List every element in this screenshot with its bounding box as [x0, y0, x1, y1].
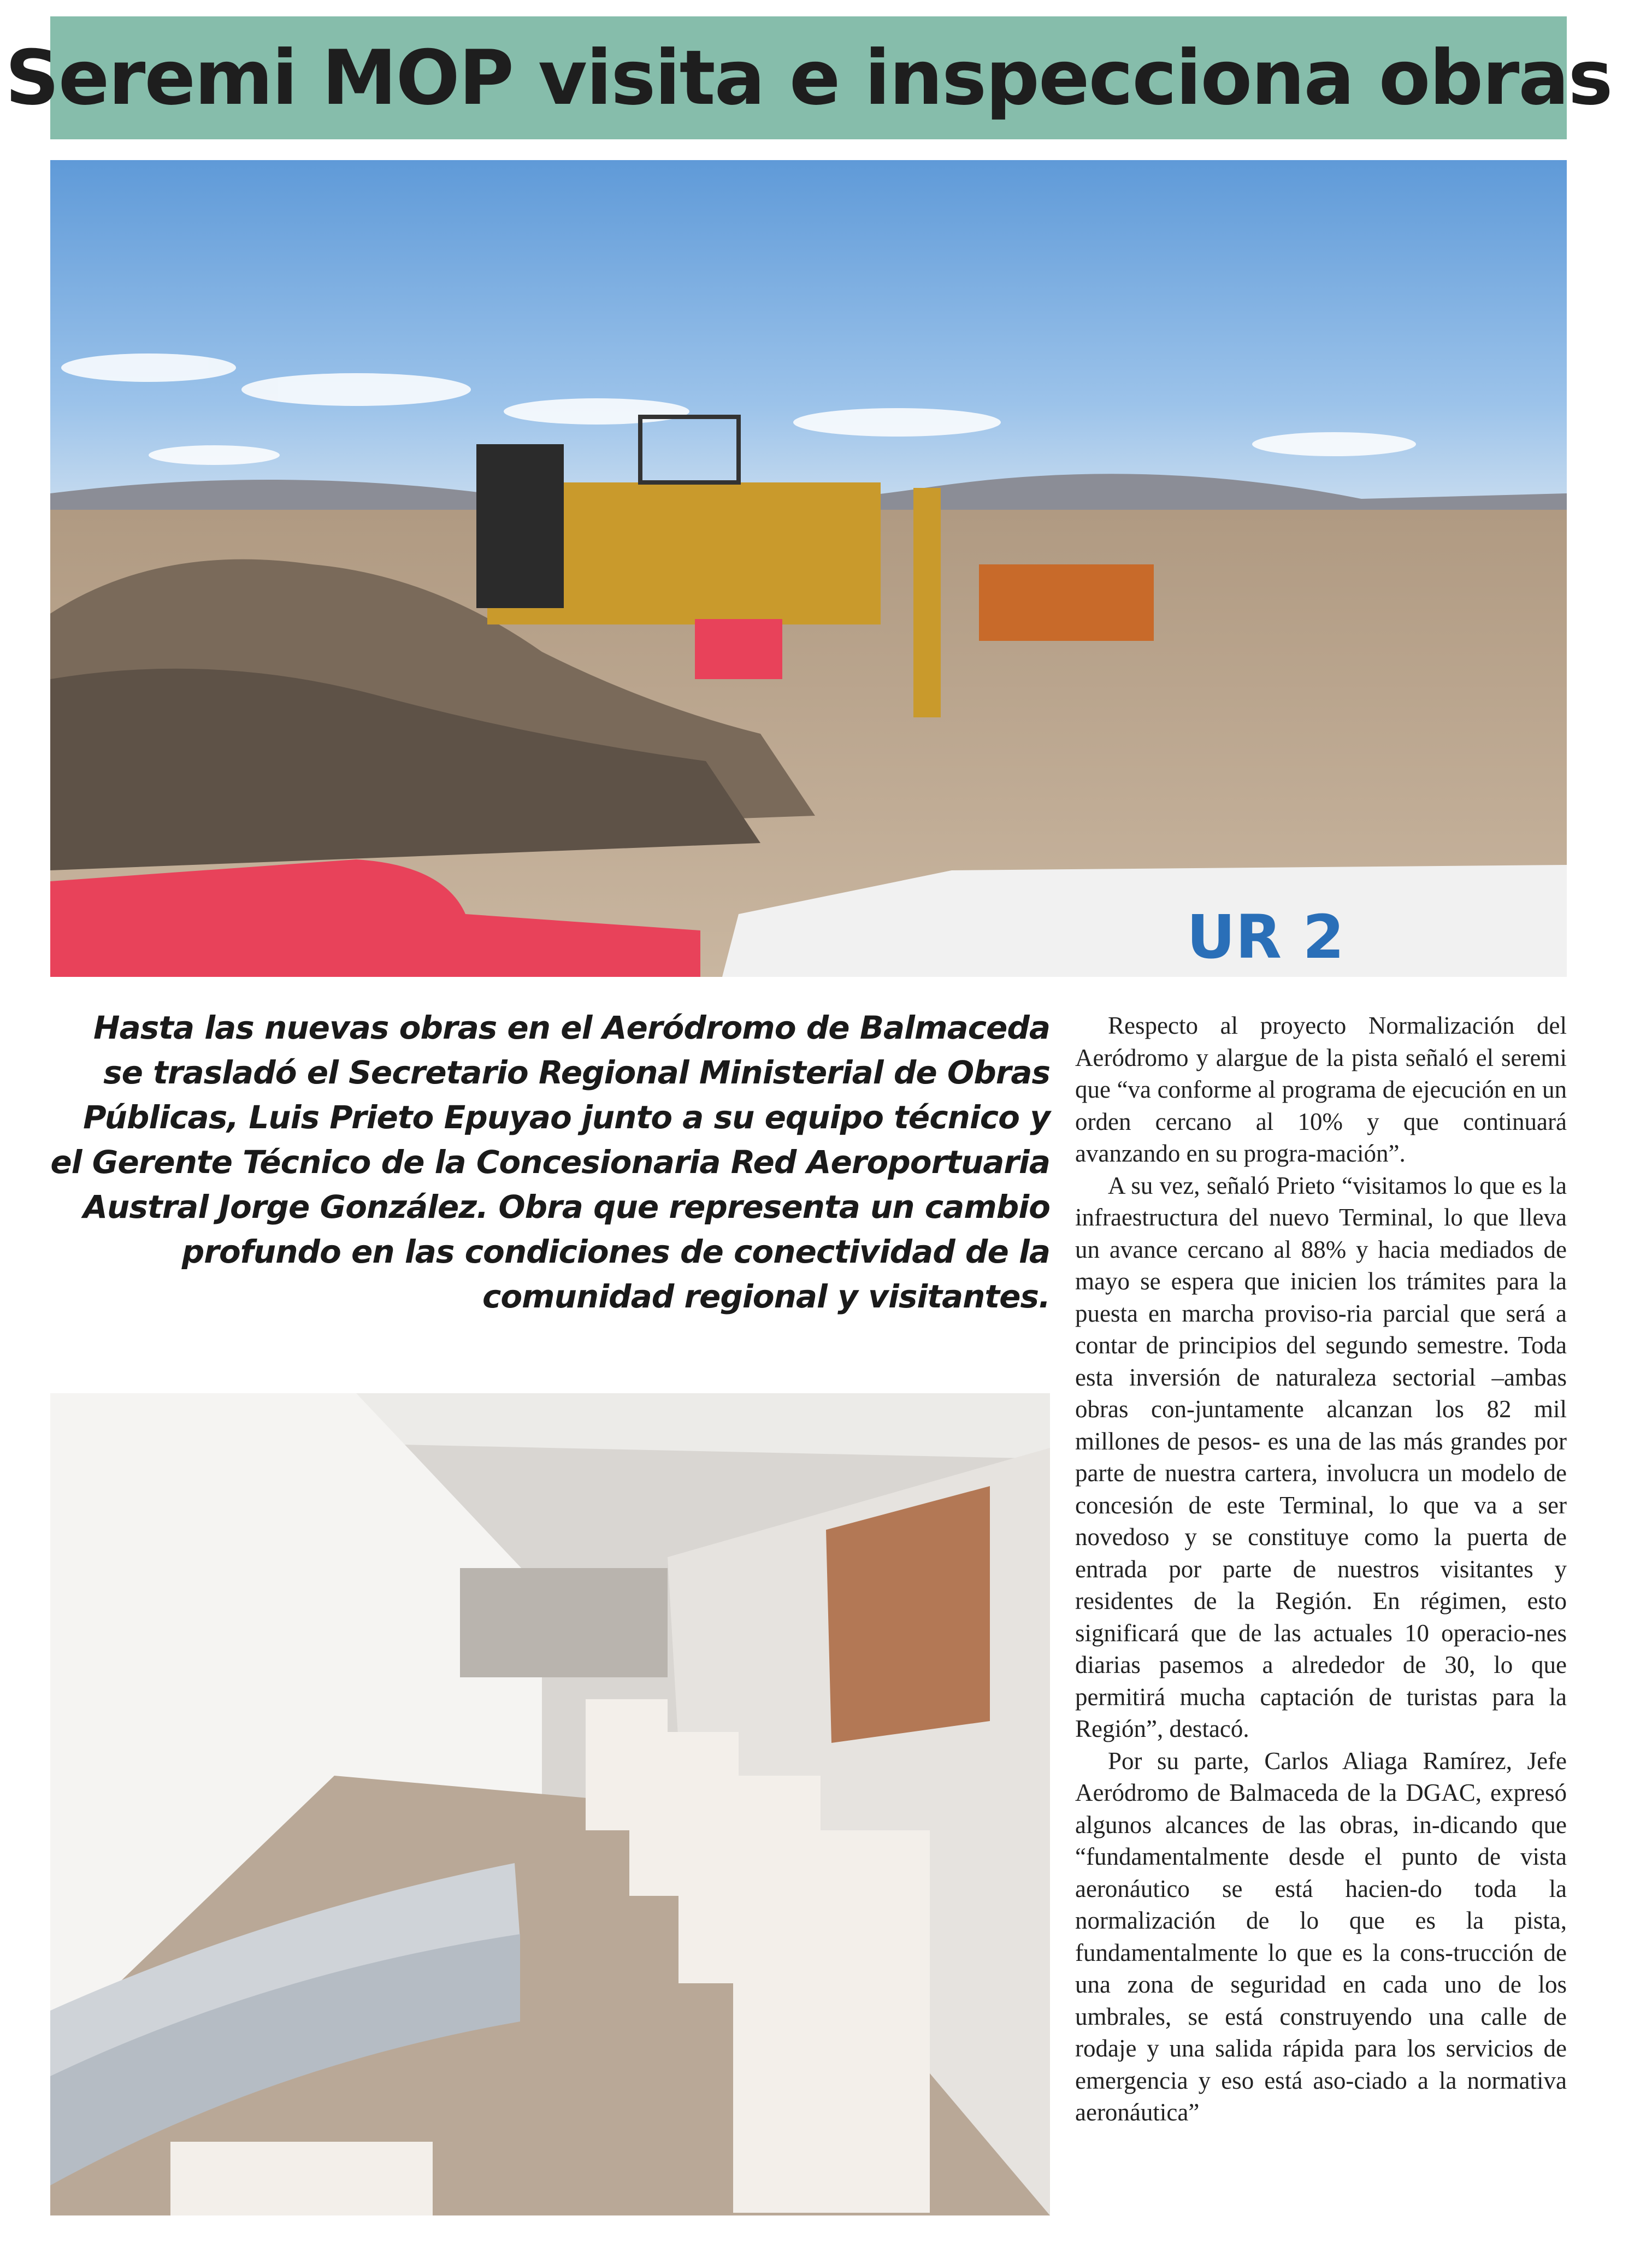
lead-paragraph: Hasta las nuevas obras en el Aeródromo de Balmaceda se trasladó el Secretario Regional Ministerial de Obras Públicas, Luis Prieto Epuyao junto a su equipo técnico y el Gerente Técnico de la Concesionaria Red Aeroportuaria Austral Jorge González. Obra que representa un cambio profundo en las condiciones de conectividad de la comunidad regional y visitantes.: [50, 1009, 1050, 1315]
body-paragraph-3: Por su parte, Carlos Aliaga Ramírez, Jefe Aeródromo de Balmaceda de la DGAC, expresó algunos alcances de las obras, in-dicando que “fundamentalmente desde el punto de vista aeronáutico se está hacien-do toda la normalización de lo que es la pista, fundamentalmente lo que es la cons-trucción de una zona de seguridad en cada uno de los umbrales, se está construyendo una calle de rodaje y una salida rápida para los servicios de emergencia y eso está aso-ciado a la normativa aeronáutica”: [1075, 1747, 1567, 2126]
headline-banner: [5, 16, 1612, 139]
body-paragraph-2: A su vez, señaló Prieto “visitamos lo que es la infraestructura del nuevo Terminal, lo que lleva un avance cercano al 88% y hacia mediados de mayo se espera que inicien los trámites para la puesta en marcha proviso-ria parcial que será a contar de principios del segundo semestre. Toda esta inversión de naturaleza sectorial –ambas obras con-juntamente alcanzan los 82 mil millones de pesos- es una de las más grandes por parte de nuestra cartera, involucra un modelo de concesión de este Terminal, lo que va a ser novedoso y se constituye como la puerta de entrada por parte de nuestros visitantes y residentes de la Región. En régimen, esto significará que de las actuales 10 operacio-nes diarias pasemos a alrededor de 30, lo que permitirá mucha captación de turistas para la Región”, destacó.: [1075, 1171, 1567, 1742]
terminal-interior-photo: [50, 1393, 1050, 2215]
headline: Seremi MOP visita e inspecciona obras: [5, 34, 1612, 122]
barrier-label: UR 2: [1187, 902, 1344, 972]
body-paragraph-1: Respecto al proyecto Normalización del Aeródromo y alargue de la pista señaló el seremi que “va conforme al programa de ejecución en un orden cercano al 10% y que continuará avanzando en su progra-mación”.: [1075, 1012, 1567, 1167]
construction-site-photo: [50, 160, 1567, 977]
article-body: [1075, 1010, 1567, 2129]
